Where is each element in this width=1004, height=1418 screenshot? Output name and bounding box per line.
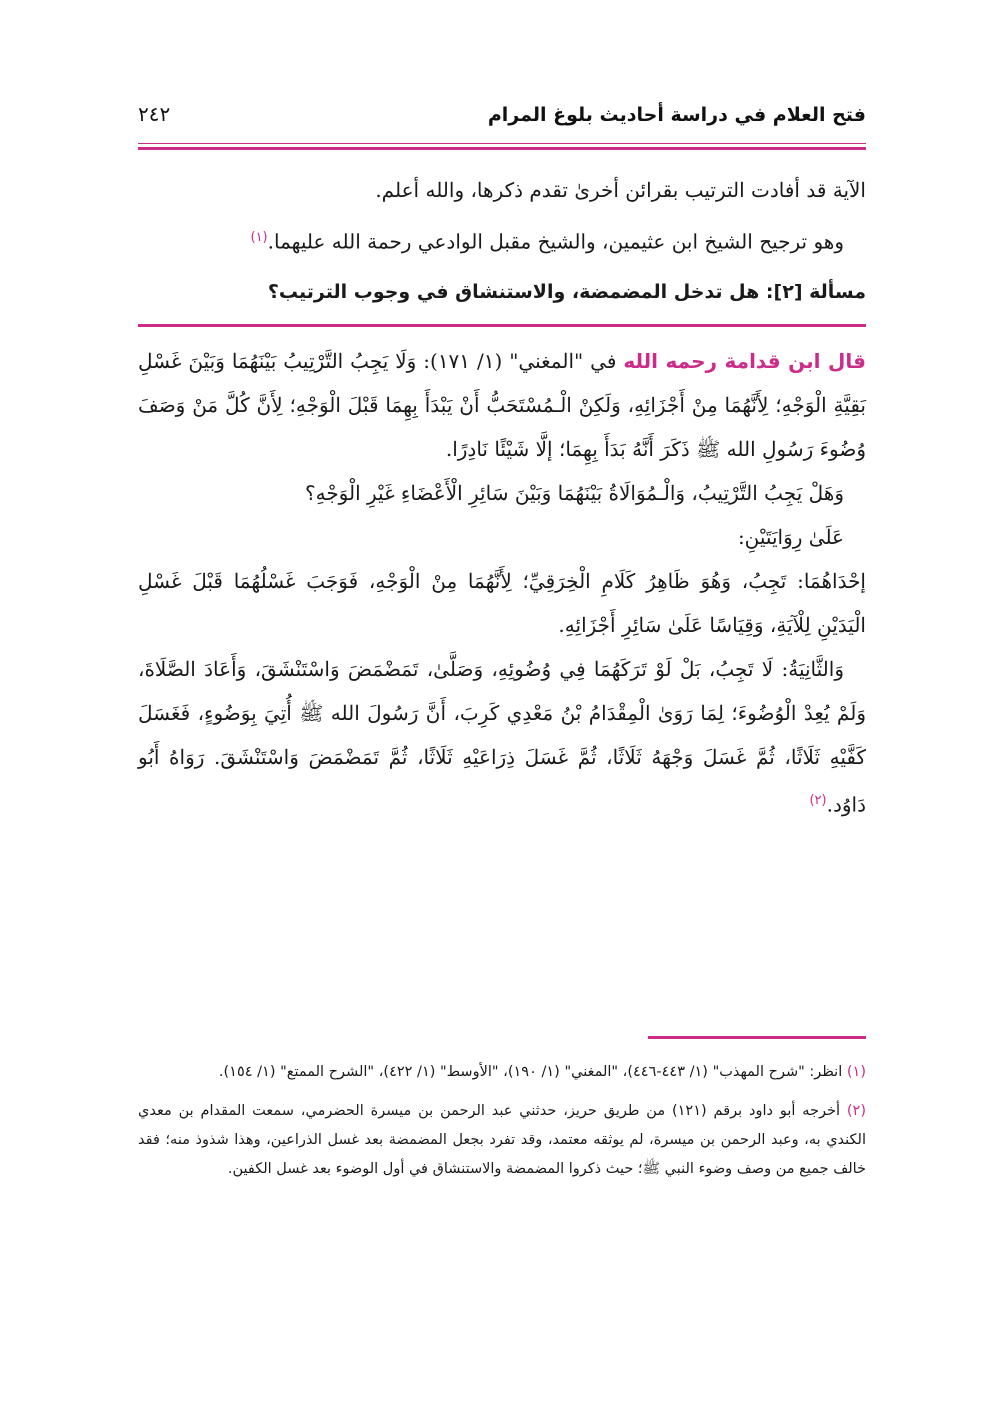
- footnotes: [138, 1058, 866, 1194]
- header-rule-thin: [138, 143, 866, 144]
- footnote-1-number: (١): [846, 1064, 866, 1080]
- footnote-1-text: انظر: "شرح المهذب" (١/ ٤٤٣-٤٤٦)، "المغني" (١/ ١٩٠)، "الأوسط" (١/ ٤٢٢)، "الشرح الممتع" (١/ ١٥٤).: [218, 1064, 843, 1080]
- footnote-1: [138, 1058, 866, 1087]
- footnote-2-text: أخرجه أبو داود برقم (١٢١) من طريق حريز، حدثني عبد الرحمن بن ميسرة الحضرمي، سمعت المقدام بن معدي الكندي به، وعبد الرحمن بن ميسرة، لم يوثقه معتمد، وقد تفرد بجعل المضمضة بعد غسل الذراعين، وهذا شذوذ منه؛ فقد خالف جميع من وصف وضوء النبي ﷺ؛ حيث ذكروا المضمضة والاستنشاق في أول الوضوء بعد غسل الكفين.: [138, 1103, 866, 1177]
- quote-text: في "المغني" (١/ ١٧١): وَلَا يَجِبُ التَّرْتِيبُ بَيْنَهُمَا وَبَيْنَ غَسْلِ بَقِيَّةِ الْوَجْهِ؛ لِأَنَّهُمَا مِنْ أَجْزَائِهِ، وَلَكِنْ الْـمُسْتَحَبُّ أَنْ يَبْدَأَ بِهِمَا قَبْلَ الْوَجْهِ؛ لِأَنَّ كُلَّ مَنْ وَصَفَ وُضُوءَ رَسُولِ الله ﷺ ذَكَرَ أَنَّهُ بَدَأَ بِهِمَا؛ إلَّا شَيْئًا نَادِرًا.: [138, 348, 866, 461]
- paragraph-2-text: وهو ترجيح الشيخ ابن عثيمين، والشيخ مقبل الوادعي رحمة الله عليهما.: [267, 229, 844, 254]
- quote-paragraph: [138, 339, 866, 471]
- quote-author: قال ابن قدامة رحمه الله: [623, 348, 866, 373]
- paragraph-7: [138, 647, 866, 827]
- page-number: ٢٤٢: [138, 102, 171, 126]
- book-title: فتح العلام في دراسة أحاديث بلوغ المرام: [487, 104, 866, 126]
- paragraph-4: وَهَلْ يَجِبُ التَّرْتِيبُ، وَالْـمُوَالَاةُ بَيْنَهُمَا وَبَيْنَ سَائِرِ الْأَعْضَاءِ غَيْرِ الْوَجْهِ؟: [304, 480, 844, 505]
- footnote-ref-2[interactable]: (٢): [809, 792, 827, 808]
- paragraph-6: إحْدَاهُمَا: تَجِبُ، وَهُوَ ظَاهِرُ كَلَامِ الْخِرَقِيِّ؛ لِأَنَّهُمَا مِنْ الْوَجْهِ، فَوَجَبَ غَسْلُهُمَا قَبْلَ غَسْلِ الْيَدَيْنِ لِلْآيَةِ، وَقِيَاسًا عَلَىٰ سَائِرِ أَجْزَائِهِ.: [138, 568, 866, 637]
- footnote-2-number: (٢): [846, 1103, 867, 1119]
- footnote-ref-1[interactable]: (١): [250, 230, 268, 245]
- footnote-2: [138, 1097, 866, 1184]
- paragraph-7-text: وَالثَّانِيَةُ: لَا تَجِبُ، بَلْ لَوْ تَرَكَهُمَا فِي وُضُوئِهِ، وَصَلَّىٰ، تَمَضْمَضَ وَاسْتَنْشَقَ، وَأَعَادَ الصَّلَاةَ، وَلَمْ يُعِدْ الْوُضُوءَ؛ لِمَا رَوَىٰ الْمِقْدَامُ بْنُ مَعْدِي كَرِبَ، أَنَّ رَسُولَ الله ﷺ أُتِيَ بِوَضُوءٍ، فَغَسَلَ كَفَّيْهِ ثَلَاثًا، ثُمَّ غَسَلَ وَجْهَهُ ثَلَاثًا، ثُمَّ غَسَلَ ذِرَاعَيْهِ ثَلَاثًا، ثُمَّ تَمَضْمَضَ وَاسْتَنْشَقَ. رَوَاهُ أَبُو دَاوُد.: [138, 656, 866, 817]
- issue-heading: مسألة [٢]: هل تدخل المضمضة، والاستنشاق في وجوب الترتيب؟: [267, 280, 866, 303]
- footnote-separator: [648, 1036, 866, 1039]
- paragraph-2: [138, 216, 866, 264]
- running-header: [138, 100, 866, 140]
- main-text: [138, 168, 866, 826]
- paragraph-1: الآية قد أفادت الترتيب بقرائن أخرىٰ تقدم ذكرها، والله أعلم.: [375, 178, 866, 202]
- paragraph-5: عَلَىٰ رِوَايَتَيْنِ:: [737, 524, 844, 549]
- heading-rule: [138, 324, 866, 327]
- header-rule-thick: [138, 147, 866, 150]
